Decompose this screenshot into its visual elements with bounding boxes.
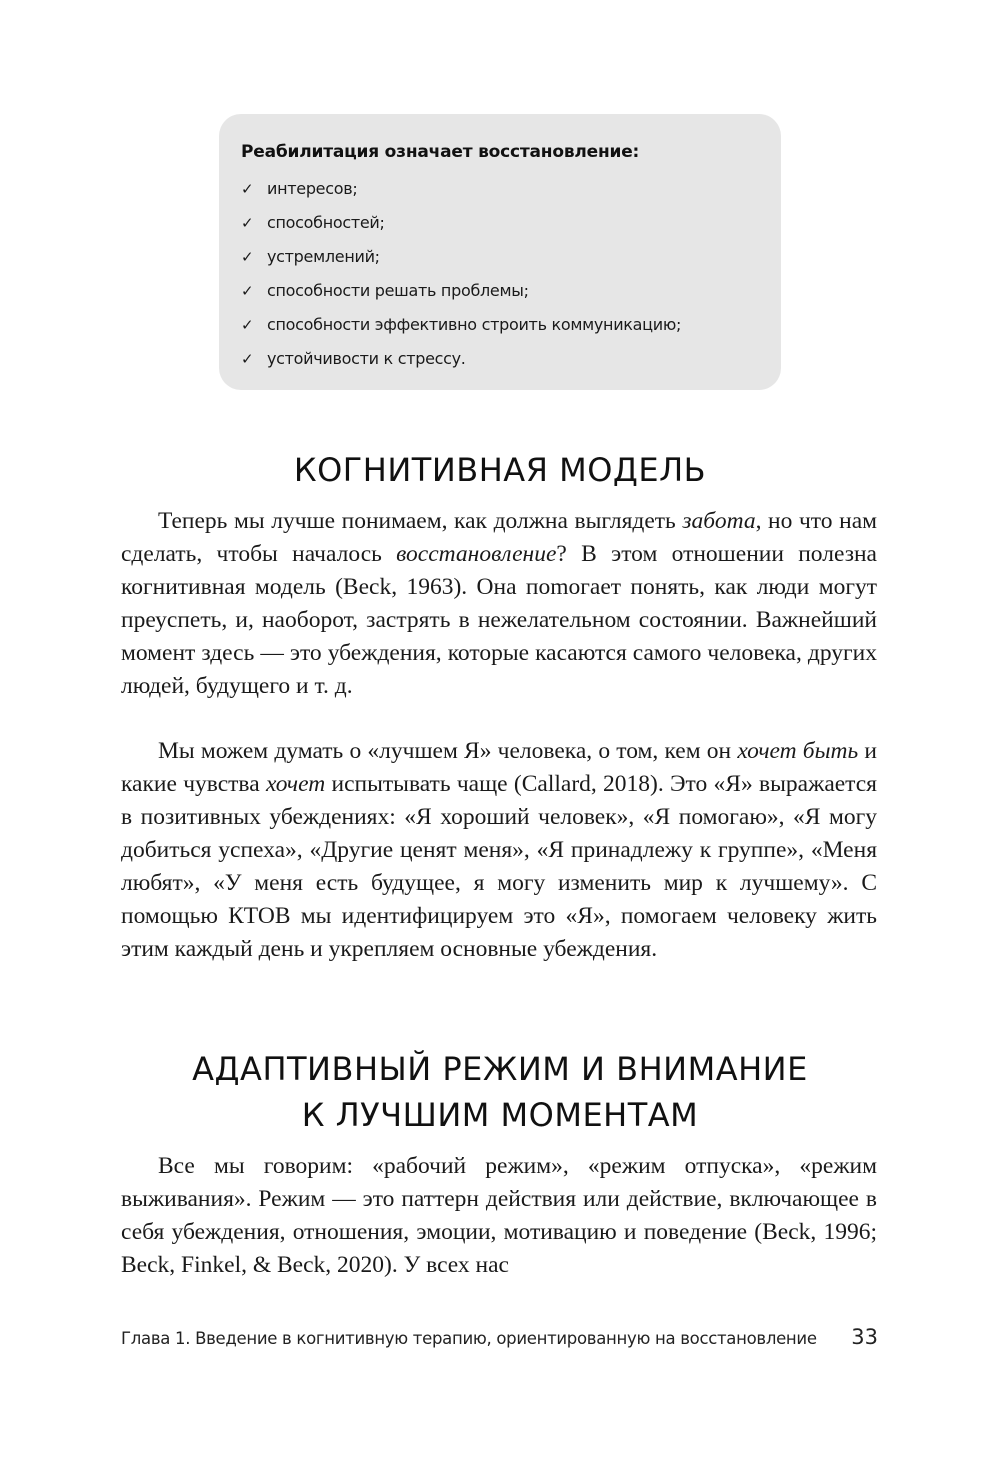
checklist-item: [241, 240, 751, 274]
checklist-item: [241, 172, 751, 206]
callout-title: Реабилитация означает восстановление:: [241, 142, 640, 162]
checkmark-icon: ✓: [241, 350, 254, 368]
heading-line: АДАПТИВНЫЙ РЕЖИМ И ВНИМАНИЕ: [192, 1050, 808, 1088]
checklist-item: [241, 308, 751, 342]
section-heading-cognitive-model: КОГНИТИВНАЯ МОДЕЛЬ: [293, 451, 707, 489]
callout-checklist: [241, 172, 751, 376]
body-paragraph: Все мы говорим: «рабочий режим», «режим отпуска», «режим выживания». Режим — это паттерн действия или действие, включающее в себя убеждения, отношения, эмоции, мотивацию и поведение (Beck, 1996; Beck, Finkel, & Beck, 2020). У всех нас: [121, 1153, 877, 1278]
heading-line: К ЛУЧШИМ МОМЕНТАМ: [301, 1096, 699, 1134]
body-paragraph: Мы можем думать о «лучшем Я» человека, о том, кем он хочет быть и какие чувства хочет испытывать чаще (Callard, 2018). Это «Я» выражается в позитивных убеждениях: «Я хороший человек», «Я помогаю», «Я могу добиться успеха», «Другие ценят меня», «Я принадлежу к группе», «Меня любят», «У меня есть будущее, я могу изменить мир к лучшему». С помощью КТОВ мы идентифицируем это «Я», помогаем человеку жить этим каждый день и укрепляем основные убеждения.: [121, 738, 877, 962]
checkmark-icon: ✓: [241, 316, 254, 334]
emphasized-text: забота: [682, 508, 756, 534]
body-paragraph: Теперь мы лучше понимаем, как должна выглядеть забота, но что нам сделать, чтобы началось восстановление? В этом отношении полезна когнитивная модель (Beck, 1963). Она поmогает понять, как люди могут преуспеть, и, наоборот, застрять в нежелательном состоянии. Важнейший момент здесь — это убеждения, которые касаются самого человека, других людей, будущего и т. д.: [121, 508, 877, 699]
page-number: 33: [851, 1325, 878, 1349]
emphasized-text: хочет: [265, 771, 326, 797]
checkmark-icon: ✓: [241, 248, 254, 266]
checklist-item-text: устремлений;: [267, 247, 380, 266]
rehabilitation-callout-box: [219, 114, 781, 390]
checkmark-icon: ✓: [241, 282, 254, 300]
checkmark-icon: ✓: [241, 180, 254, 198]
checklist-item-text: способности эффективно строить коммуникацию;: [267, 315, 682, 334]
section-heading-adaptive-mode: [80, 1046, 920, 1138]
emphasized-text: восстановление: [396, 541, 557, 567]
checklist-item: [241, 342, 751, 376]
running-footer-chapter-title: Глава 1. Введение в когнитивную терапию, ориентированную на восстановление: [121, 1329, 817, 1348]
checkmark-icon: ✓: [241, 214, 254, 232]
checklist-item: [241, 206, 751, 240]
checklist-item: [241, 274, 751, 308]
checklist-item-text: способностей;: [267, 213, 385, 232]
checklist-item-text: устойчивости к стрессу.: [267, 349, 466, 368]
checklist-item-text: интересов;: [267, 179, 358, 198]
page-footer: [121, 1325, 878, 1355]
checklist-item-text: способности решать проблемы;: [267, 281, 529, 300]
emphasized-text: хочет быть: [737, 738, 859, 764]
